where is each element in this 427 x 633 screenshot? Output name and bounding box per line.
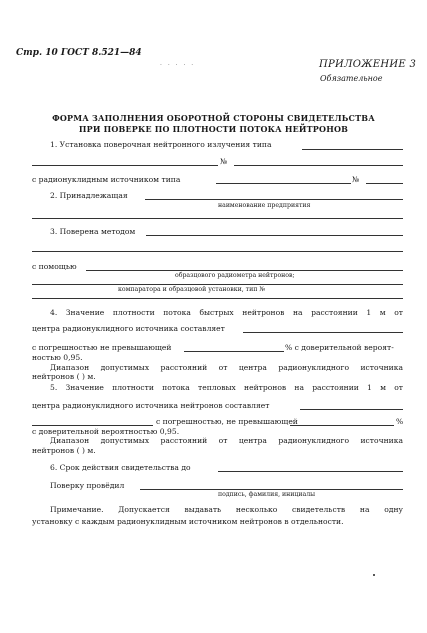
item-1-type-line xyxy=(302,149,403,150)
item-1b-type-line xyxy=(216,183,351,184)
item-3-line xyxy=(146,235,403,236)
item-5c-value-line xyxy=(32,425,153,426)
item-3-text: 3. Поверена методом xyxy=(50,227,136,236)
item-3-line-2 xyxy=(32,251,403,252)
note-line-1: Примечание. Допускается выдавать несколько свидетельств на одну xyxy=(50,505,403,514)
item-1-text: 1. Установка поверочная нейтронного излучения типа xyxy=(50,140,272,149)
item-4c-suffix: % с доверительной вероят- xyxy=(285,343,394,352)
item-5c-error-line xyxy=(290,425,394,426)
item-3d-line xyxy=(32,298,403,299)
item-5c-text: с погрешностью, не превышающей xyxy=(156,417,298,426)
item-5b-value-line xyxy=(300,409,403,410)
item-1b-text: с радионуклидным источником типа xyxy=(32,175,181,184)
item-2-line-2 xyxy=(32,218,403,219)
item-7-text: Поверку провёдил xyxy=(50,481,125,490)
item-5d-text: с доверительной вероятностью 0,95. xyxy=(32,427,180,436)
item-5c-suffix: % xyxy=(396,417,404,426)
form-title-line-1: ФОРМА ЗАПОЛНЕНИЯ ОБОРОТНОЙ СТОРОНЫ СВИДЕТЕЛЬСТВА xyxy=(52,113,375,123)
scan-speck xyxy=(373,574,375,576)
item-1-no-sign: № xyxy=(220,157,228,166)
item-4-text: 4. Значение плотности потока быстрых нейтронов на расстоянии 1 м от xyxy=(50,308,403,317)
item-4b-value-line xyxy=(243,332,403,333)
item-1-line-2 xyxy=(32,165,218,166)
item-6-text: 6. Срок действия свидетельства до xyxy=(50,463,191,472)
item-2-caption: наименование предприятия xyxy=(218,202,311,209)
item-1b-number-line xyxy=(366,183,403,184)
item-4f-text: нейтронов ( ) м. xyxy=(32,372,96,381)
note-line-2: установку с каждым радионуклидным источником нейтронов в отдельности. xyxy=(32,517,344,526)
item-3c-line xyxy=(32,284,403,285)
item-2-text: 2. Принадлежащая xyxy=(50,191,128,200)
item-5-text: 5. Значение плотности потока тепловых нейтронов на расстоянии 1 м от xyxy=(50,383,403,392)
item-3b-caption: образцового радиометра нейтронов; xyxy=(175,272,295,279)
item-1-number-line xyxy=(234,165,403,166)
item-4e-text: Диапазон допустимых расстояний от центра радионуклидного источника xyxy=(50,363,403,372)
item-5b-text: центра радионуклидного источника нейтронов составляет xyxy=(32,401,270,410)
item-4c-text: с погрешностью не превышающей xyxy=(32,343,172,352)
item-7-caption: подпись, фамилия, инициалы xyxy=(218,491,316,498)
item-5f-text: нейтронов ( ) м. xyxy=(32,446,96,455)
item-7-signature-line xyxy=(140,489,403,490)
item-5e-text: Диапазон допустимых расстояний от центра радионуклидного источника xyxy=(50,436,403,445)
item-2-line xyxy=(145,199,403,200)
page-reference: Стр. 10 ГОСТ 8.521—84 xyxy=(16,48,142,58)
form-title-line-2: ПРИ ПОВЕРКЕ ПО ПЛОТНОСТИ ПОТОКА НЕЙТРОНОВ xyxy=(78,124,349,134)
appendix-subtitle: Обязательное xyxy=(320,74,383,83)
item-3b-line xyxy=(86,270,403,271)
scan-noise: · · · · · xyxy=(160,62,196,69)
item-4c-value-line xyxy=(184,351,284,352)
appendix-title: ПРИЛОЖЕНИЕ 3 xyxy=(319,59,417,70)
item-4d-text: ностью 0,95. xyxy=(32,353,83,362)
item-6-line xyxy=(218,471,403,472)
item-1b-no-sign: № xyxy=(352,175,360,184)
item-4b-text: центра радионуклидного источника составляет xyxy=(32,324,225,333)
item-3b-text: с помощью xyxy=(32,262,77,271)
item-3c-caption: компаратора и образцовой установки, тип № xyxy=(118,286,266,293)
